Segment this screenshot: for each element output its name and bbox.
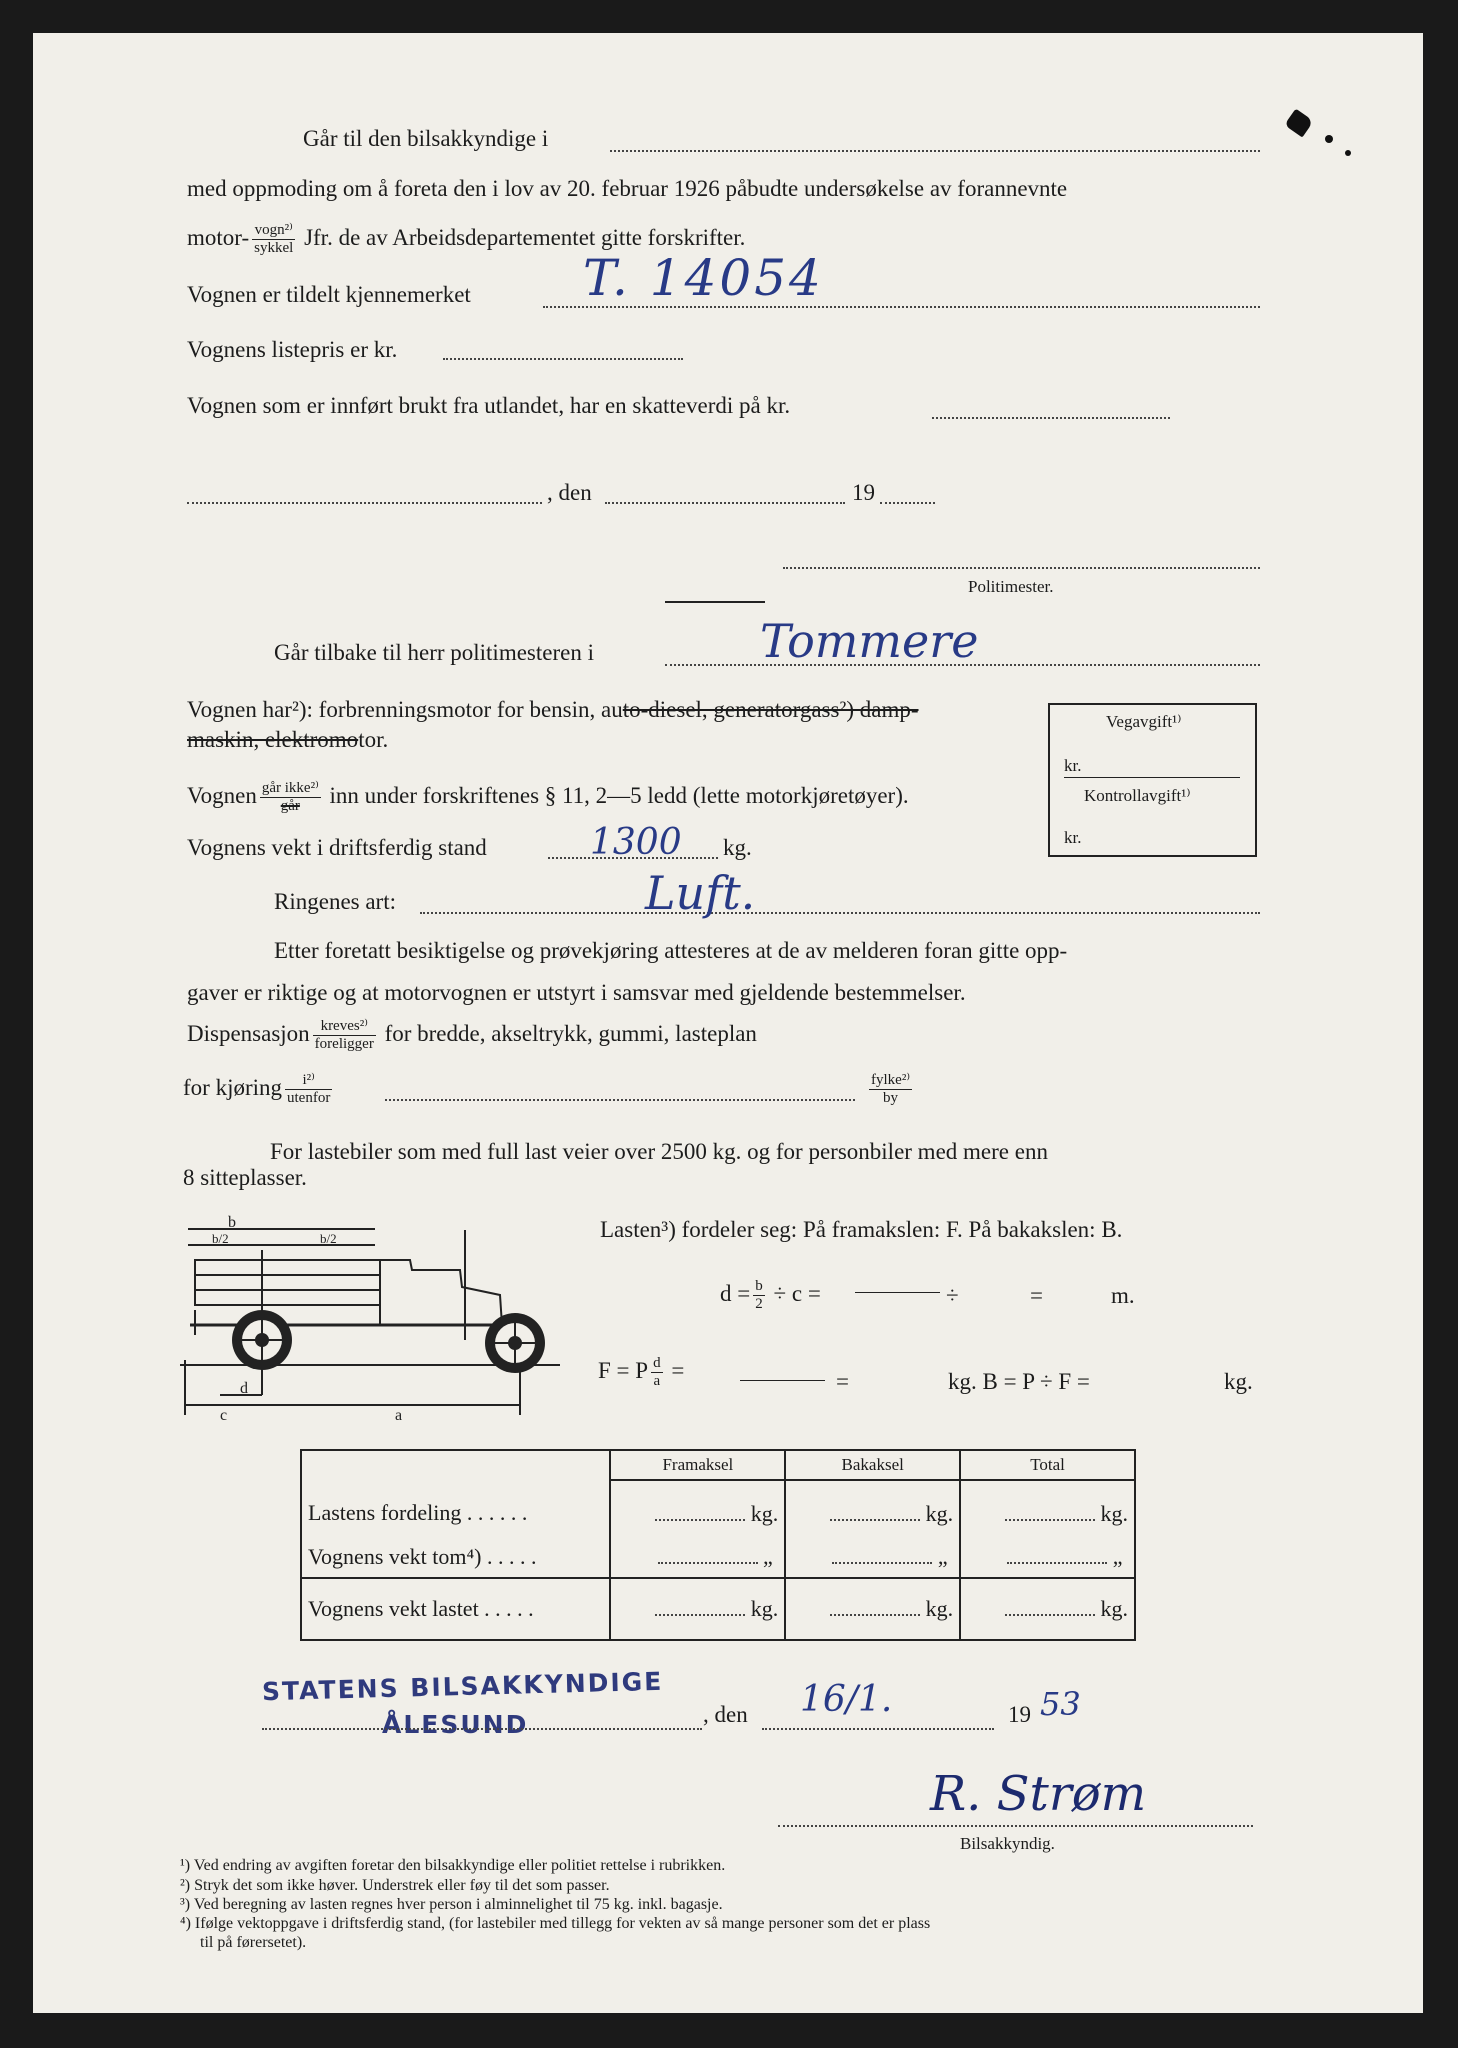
field-tyre-type[interactable]: [420, 912, 1260, 914]
formula-f: F = P $\frac{d}{a}$ =: [598, 1355, 685, 1390]
fig-label-c: c: [220, 1407, 228, 1424]
driving-line: for kjøring $\frac{\text{i²⁾}}{\text{utenfor}}$: [183, 1072, 331, 1107]
cell-input[interactable]: „: [610, 1537, 785, 1578]
fig-label-a: a: [395, 1407, 403, 1424]
section-divider: [665, 601, 765, 603]
motor-line: motor- $\frac{\text{vogn²⁾}}{\text{sykkel}}$ Jfr. de av Arbeidsdepartementet gitte forskrifter.: [187, 222, 746, 257]
field-politimester-signature[interactable]: [783, 567, 1260, 569]
table-row: [301, 1537, 1135, 1578]
signature-handwritten: R. Strøm: [930, 1766, 1147, 1822]
formula-f-line: [740, 1380, 825, 1381]
sign-date-label: , den: [703, 1702, 748, 1727]
sign-year-label: 19: [1008, 1702, 1031, 1727]
cell-input[interactable]: kg.: [960, 1480, 1135, 1537]
col-total: Total: [960, 1450, 1135, 1480]
field-driving-area[interactable]: [385, 1099, 855, 1101]
formula-d-minus: ÷: [946, 1283, 959, 1308]
formula-d-line: [855, 1292, 940, 1293]
row-label-lastens-fordeling: Lastens fordeling . . . . . .: [301, 1480, 610, 1537]
politimester-label: Politimester.: [968, 577, 1054, 596]
table-row: [301, 1480, 1135, 1537]
truck-diagram: [180, 1215, 565, 1425]
table-row: [301, 1578, 1135, 1640]
field-sign-date[interactable]: [762, 1728, 994, 1730]
load-distribution-table: [300, 1449, 1136, 1641]
weight-handwritten: 1300: [590, 822, 682, 863]
formula-d-unit: m.: [1111, 1283, 1135, 1308]
field-list-price[interactable]: [443, 358, 683, 360]
field-place[interactable]: [187, 502, 542, 504]
fig-label-d: d: [240, 1380, 248, 1397]
light-vehicle-line: Vognen $\frac{\text{går ikke²⁾}}{\text{går}}$ inn under forskriftenes § 11, 2—5 ledd (lette motorkjøretøyer).: [187, 780, 909, 815]
ink-mark: [1345, 150, 1351, 156]
ink-mark: [1325, 135, 1333, 143]
cell-input[interactable]: „: [785, 1537, 960, 1578]
cell-input[interactable]: „: [960, 1537, 1135, 1578]
footnote-4: ⁴) Ifølge vektoppgave i driftsferdig stand, (for lastebiler med tillegg for vekten av så mange personer som det er plass: [180, 1915, 931, 1932]
formula-b: kg. B = P ÷ F =: [948, 1369, 1090, 1394]
engine-line: Vognen har²): forbrenningsmotor for bensin, auto-diesel, generatorgass²) damp-: [187, 697, 919, 722]
field-tax-value[interactable]: [932, 417, 1170, 419]
footnote-1: ¹) Ved endring av avgiften foretar den bilsakkyndige eller politiet rettelse i rubrikken.: [180, 1857, 726, 1874]
kontrollavgift-kr: kr.: [1064, 828, 1082, 847]
field-bilsakkyndig-signature[interactable]: [778, 1825, 1253, 1827]
tyre-handwritten: Luft.: [645, 866, 756, 920]
forward-line: Går til den bilsakkyndige i: [303, 126, 549, 151]
fig-label-b: b: [228, 1215, 236, 1231]
date-label: , den: [547, 480, 592, 505]
field-bilsakkyndige[interactable]: [610, 150, 1260, 152]
formula-b-unit: kg.: [1224, 1369, 1253, 1394]
cell-input[interactable]: kg.: [785, 1480, 960, 1537]
col-bakaksel: Bakaksel: [785, 1450, 960, 1480]
row-label-vekt-lastet: Vognens vekt lastet . . . . .: [301, 1578, 610, 1640]
cell-input[interactable]: kg.: [785, 1578, 960, 1640]
dispensation-line: Dispensasjon $\frac{\text{kreves²⁾}}{\text{foreligger}}$ for bredde, akseltrykk, gummi, lasteplan: [187, 1018, 757, 1053]
formula-f-eq: =: [836, 1369, 849, 1394]
footnote-4-cont: til på førersetet).: [200, 1934, 307, 1951]
cell-input[interactable]: kg.: [960, 1578, 1135, 1640]
return-line: Går tilbake til herr politimesteren i: [274, 640, 594, 665]
footnote-2: ²) Stryk det som ikke høver. Understrek eller føy til det som passer.: [180, 1877, 610, 1894]
footnote-3: ³) Ved beregning av lasten regnes hver person i alminnelighet til 75 kg. inkl. bagasje.: [180, 1896, 723, 1913]
truck-note-1: For lastebiler som med full last veier over 2500 kg. og for personbiler med mere enn: [270, 1139, 1048, 1164]
engine-line-2: maskin, elektromotor.: [187, 727, 389, 752]
sign-year-handwritten: 53: [1040, 1685, 1081, 1723]
attest-line-2: gaver er riktige og at motorvognen er utstyrt i samsvar med gjeldende bestemmelser.: [187, 980, 966, 1005]
tyre-label: Ringenes art:: [274, 889, 396, 914]
stamp-line-2: ÅLESUND: [382, 1710, 529, 1739]
fee-box: [1048, 703, 1257, 857]
year-label: 19: [852, 480, 875, 505]
formula-d: d = $\frac{b}{2}$ ÷ c =: [720, 1278, 821, 1313]
field-year[interactable]: [880, 502, 935, 504]
weight-unit: kg.: [723, 835, 752, 860]
list-price-label: Vognens listepris er kr.: [187, 337, 398, 362]
county-fraction: $\frac{\text{fylke²⁾}}{by}$: [871, 1072, 911, 1107]
vegavgift-label: Vegavgift¹⁾: [1106, 712, 1182, 731]
row-label-vekt-tom: Vognens vekt tom⁴) . . . . .: [301, 1537, 610, 1578]
bilsakkyndig-label: Bilsakkyndig.: [960, 1834, 1055, 1853]
fee-box-divider: [1064, 777, 1240, 778]
place-handwritten: Tommere: [760, 614, 979, 668]
truck-note-2: 8 sitteplasser.: [183, 1165, 307, 1190]
registration-handwritten: T. 14054: [583, 249, 824, 307]
field-date[interactable]: [605, 502, 845, 504]
weight-label: Vognens vekt i driftsferdig stand: [187, 835, 487, 860]
tax-value-label: Vognen som er innført brukt fra utlandet, har en skatteverdi på kr.: [187, 393, 791, 418]
sign-date-handwritten: 16/1.: [800, 1679, 893, 1720]
formula-d-eq: =: [1030, 1283, 1043, 1308]
field-sign-place[interactable]: [262, 1728, 702, 1730]
cell-input[interactable]: kg.: [610, 1578, 785, 1640]
attest-line-1: Etter foretatt besiktigelse og prøvekjøring attesteres at de av melderen foran gitte opp-: [274, 938, 1068, 963]
registration-label: Vognen er tildelt kjennemerket: [187, 282, 471, 307]
cell-input[interactable]: kg.: [610, 1480, 785, 1537]
request-line: med oppmoding om å foreta den i lov av 20. februar 1926 påbudte undersøkelse av forannevnte: [187, 176, 1068, 201]
col-framaksel: Framaksel: [610, 1450, 785, 1480]
stamp-line-1: STATENS BILSAKKYNDIGE: [261, 1666, 664, 1707]
vegavgift-kr: kr.: [1064, 756, 1082, 775]
load-distribution-line: Lasten³) fordeler seg: På framakslen: F. På bakakslen: B.: [600, 1217, 1123, 1242]
fig-label-b2a: b/2: [212, 1231, 229, 1246]
fig-label-b2b: b/2: [320, 1231, 337, 1246]
kontrollavgift-label: Kontrollavgift¹⁾: [1084, 786, 1191, 805]
